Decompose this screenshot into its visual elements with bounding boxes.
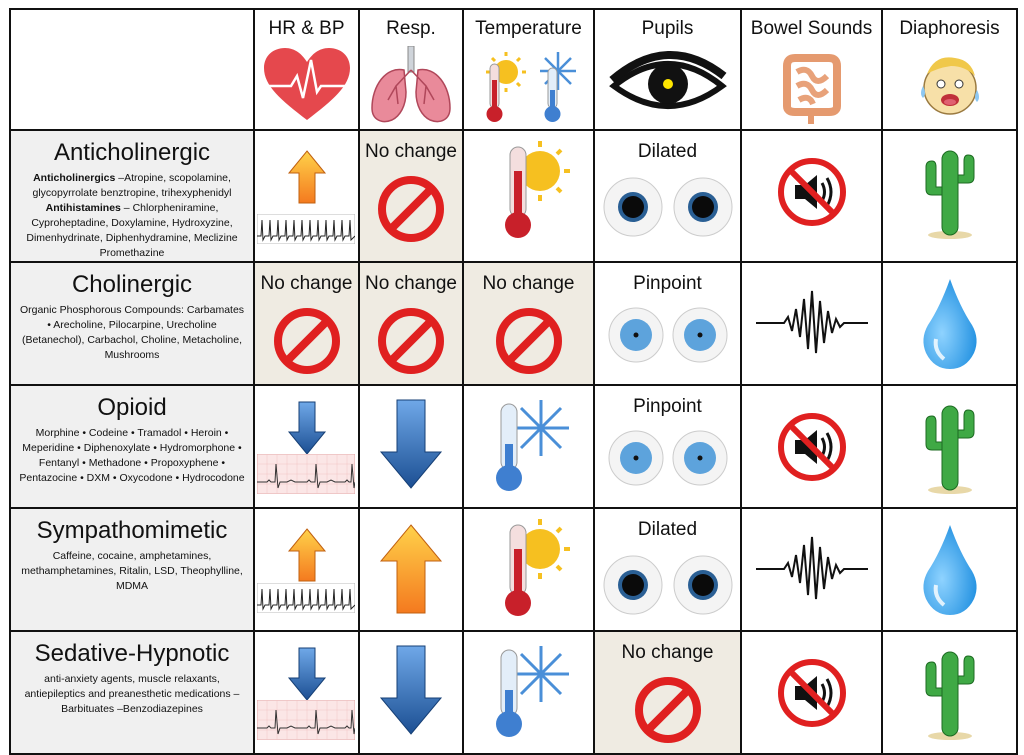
arrow-down-icon [287,400,327,461]
cell-diaphoresis [882,631,1017,754]
cell-hr-bp [254,385,359,508]
arrow-down-icon [379,398,443,495]
cell-hr-bp [254,508,359,631]
column-header-hr-bp [254,9,359,130]
drug-list: Morphine • Codeine • Tramadol • Heroin • Meperidine • Diphenoxylate • Hydromorphone • Fentanyl • Methadone • Propoxyphene • Pentazocine • DXM • Oxycodone • Hydrocodone [19,427,245,484]
cell-pupils [594,385,741,508]
cell-resp [359,508,463,631]
corner-cell [10,9,254,130]
cactus-icon [920,644,980,747]
column-header-pupils [594,9,741,130]
cell-bowel-sounds [741,631,882,754]
sweating-face-icon [883,46,1016,126]
no-change-label: No change [365,273,457,294]
thermometer-sun-icon [484,137,574,246]
toxidrome-name: Anticholinergic [53,139,211,166]
water-drop-icon [920,277,980,376]
bradycardia-ecg-strip [257,454,355,499]
cell-temperature [463,631,594,754]
muted-speaker-icon [777,412,847,487]
thermometer-sun-snow-icon [464,46,593,126]
drug-group-list: –Atropine, scopolamine, glycopyrrolate benztropine, trihexyphenidyl [32,172,232,199]
cell-hr-bp [254,262,359,385]
arrow-down-icon [379,644,443,741]
cell-temperature [463,508,594,631]
row-header [10,508,254,631]
dilated-eyes-icon [601,553,735,622]
arrow-down-icon [287,646,327,707]
pupils-label: Pinpoint [633,396,702,417]
cell-temperature [463,385,594,508]
toxidrome-row-sedative-hypnotic [10,631,1017,754]
cell-resp [359,385,463,508]
column-header-temperature [463,9,594,130]
cell-pupils [594,631,741,754]
water-drop-icon [920,523,980,622]
no-change-label: No change [482,273,575,294]
drug-group-list: – Chlorpheniramine, Cyproheptadine, Doxylamine, Hydroxyzine, Dimenhydrinate, Diphenhydramine, Meclizine Promethazine [26,202,238,259]
pupils-label: No change [621,642,714,663]
toxidrome-row-sympathomimetic [10,508,1017,631]
pupils-label: Dilated [637,141,698,162]
cell-diaphoresis [882,262,1017,385]
drug-list [19,171,245,261]
column-header-diaphoresis [882,9,1017,130]
column-label: HR & BP [268,18,345,39]
cell-bowel-sounds [741,262,882,385]
column-label: Temperature [475,18,582,39]
muted-speaker-icon [777,658,847,733]
cell-bowel-sounds [741,385,882,508]
eye-icon [595,46,740,122]
toxidrome-name: Sympathomimetic [36,517,228,544]
cell-pupils [594,508,741,631]
drug-list: Organic Phosphorous Compounds: Carbamates • Arecholine, Pilocarpine, Urecholine (Betanechol), Carbachol, Choline, Metacholine, Mushrooms [19,304,245,361]
cell-diaphoresis [882,130,1017,262]
column-label: Diaphoresis [899,18,1000,39]
cactus-icon [920,398,980,501]
lungs-icon [360,46,462,126]
toxidrome-row-anticholinergic [10,130,1017,262]
cell-resp [359,130,463,262]
cell-diaphoresis [882,508,1017,631]
tachycardia-ecg-strip [257,214,355,249]
arrow-up-icon [287,149,327,210]
cell-hr-bp [254,130,359,262]
header-row [10,9,1017,130]
muted-speaker-icon [777,157,847,232]
cell-bowel-sounds [741,130,882,262]
dilated-eyes-icon [601,175,735,244]
prohibited-icon [634,676,702,749]
drug-list: Caffeine, cocaine, amphetamines, methamphetamines, Ritalin, LSD, Theophylline, MDMA [21,550,243,592]
pinpoint-eyes-icon [606,428,730,493]
column-label: Resp. [386,18,436,39]
cell-resp [359,631,463,754]
prohibited-icon [495,307,563,380]
cell-hr-bp [254,631,359,754]
drug-group-name: Anticholinergics [33,172,116,184]
toxidrome-name: Sedative-Hypnotic [34,640,230,667]
no-change-label: No change [365,141,457,162]
prohibited-icon [377,175,445,248]
prohibited-icon [273,307,341,380]
sound-wave-icon [756,533,868,610]
cell-diaphoresis [882,385,1017,508]
arrow-up-icon [379,523,443,620]
cell-pupils [594,262,741,385]
row-header [10,130,254,262]
toxidrome-table-container [9,8,1016,745]
toxidrome-row-opioid [10,385,1017,508]
pupils-label: Dilated [637,519,698,540]
cell-resp [359,262,463,385]
sound-wave-icon [756,287,868,364]
cell-bowel-sounds [741,508,882,631]
no-change-label: No change [260,273,353,294]
cell-temperature [463,262,594,385]
intestines-icon [742,46,881,126]
toxidrome-name: Cholinergic [71,271,193,298]
column-header-resp [359,9,463,130]
column-label: Bowel Sounds [750,18,873,39]
column-header-bowel-sounds [741,9,882,130]
tachycardia-ecg-strip [257,583,355,618]
prohibited-icon [377,307,445,380]
cell-temperature [463,130,594,262]
thermometer-snowflake-icon [489,640,569,745]
cell-pupils [594,130,741,262]
column-label: Pupils [641,18,694,39]
drug-group-name: Antihistamines [45,202,121,214]
row-header [10,385,254,508]
bradycardia-ecg-strip [257,700,355,745]
row-header [10,262,254,385]
cactus-icon [920,143,980,246]
pupils-label: Pinpoint [633,273,702,294]
toxidrome-row-cholinergic [10,262,1017,385]
toxidrome-table [9,8,1018,755]
row-header [10,631,254,754]
pinpoint-eyes-icon [606,305,730,370]
drug-list: anti-anxiety agents, muscle relaxants, antiepileptics and preanesthetic medications –Barbituates –Benzodiazepines [24,673,240,715]
toxidrome-name: Opioid [97,394,167,421]
thermometer-sun-icon [484,515,574,624]
arrow-up-icon [287,527,327,588]
thermometer-snowflake-icon [489,394,569,499]
heart-icon [255,46,358,124]
